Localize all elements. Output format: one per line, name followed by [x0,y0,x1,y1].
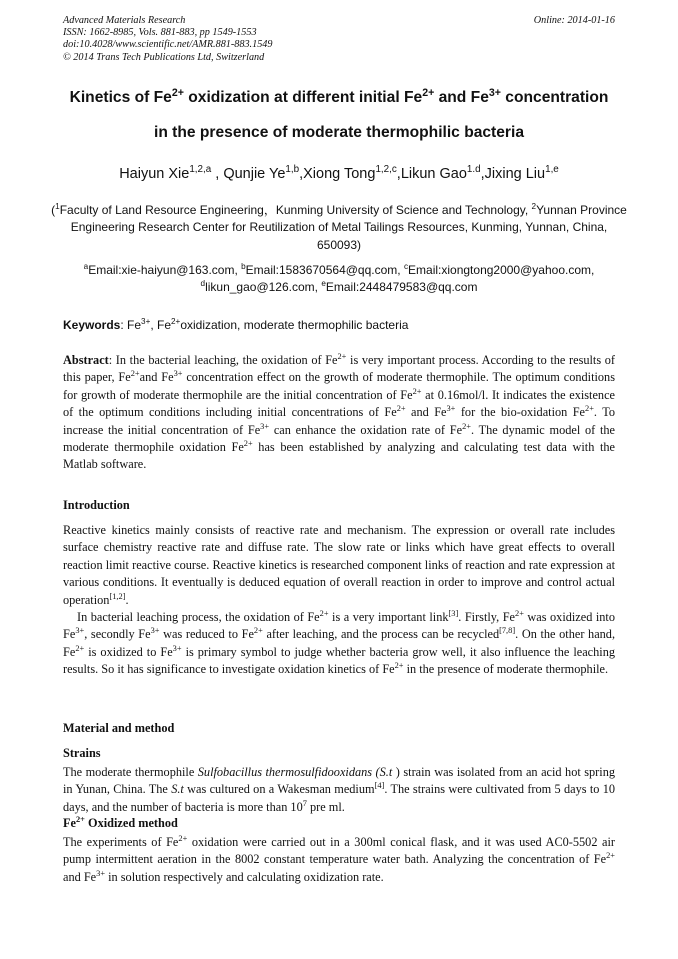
affiliations: ($^1$Faculty of Land Resource Engineering，Kunming University of Science and Technology, $^2$Yunnan Province Engineering Research Center for Reutilization of Metal Tailings Resources, Kunming, Yunnan, China, 650093) [51,202,627,252]
oxidized-method-heading: $Fe^{2+}$ Oxidized method [63,814,178,830]
introduction-heading: Introduction [63,498,130,512]
author-name: Qunjie Ye [223,166,286,182]
online-date: Online: 2014-01-16 [533,15,615,26]
journal-doi: doi:10.4028/www.scientific.net/AMR.881-883.1549 [63,39,273,51]
journal-copyright: © 2014 Trans Tech Publications Ltd, Switzerland [63,51,265,63]
author-name: Xiong Tong [303,166,376,182]
paper-title-line-1: Kinetics of $Fe^{2+}$ oxidization at different initial $Fe^{2+}$ and $Fe^{3+}$ concentration [69,86,609,106]
introduction-paragraph: In bacterial leaching process, the oxidation of $Fe^{2+}$ is a very important link[3]. Firstly, $Fe^{2+}$ was oxidized into $Fe^{3+}$, secondly $Fe^{3+}$ was reduced to $Fe^{2+}$ after leaching, and the process can be recycled[7,8]. On the other hand, $Fe^{2+}$ is oxidized to $Fe^{3+}$ is primary symbol to judge whether bacteria grow well, it also influence the leaching results. So it has significance to investigate oxidation kinetics of $Fe^{2+}$ in the presence of moderate thermophile. [63,608,616,677]
keywords-label: Keywords [63,318,121,332]
author-name: Haiyun Xie [119,166,190,182]
oxidized-method-paragraph: The experiments of $Fe^{2+}$ oxidation were carried out in a 300ml conical flask, and it was used AC0-5502 air pump intermittent aeration in the 8002 constant temperature water bath. Analyzing the concentration of $Fe^{2+}$ and $Fe^{3+}$ in solution respectively and calculating oxidization rate. [63,833,615,884]
introduction-paragraph: Reactive kinetics mainly consists of reactive rate and mechanism. The expression or overall rate includes surface chemistry reactive rate and diffuse rate. The slow rate or links which have great effects to overall reaction limit reactive course. Reactive kinetics is researched component links of reaction and rate expression at various conditions. It eventually is deduced equation of overall reaction in order to improve and control actual operation[1,2]. [63,523,615,607]
strains-heading: Strains [63,746,101,760]
journal-name: Advanced Materials Research [63,15,186,26]
author-emails: $^a$Email:xie-haiyun@163.com, $^b$Email:1583670564@qq.com, $^c$Email:xiongtong2000@yahoo.com, $^d$likun_gao@126.com, $^e$Email:2448479583@qq.com [83,262,595,295]
paper-title-line-2: in the presence of moderate thermophilic bacteria [153,124,525,141]
author-list: Haiyun Xie$^{1,2,a}$ , Qunjie Ye$^{1,b}$,Xiong Tong$^{1,2,c}$,Likun Gao$^{1.d}$,Jixing Liu$^{1,e}$ [119,164,559,182]
abstract-label: Abstract [63,353,109,367]
abstract: Abstract: In the bacterial leaching, the oxidation of $Fe^{2+}$ is very important process. According to the results of this paper, $Fe^{2+}and$ $Fe^{3+}$ concentration effect on the growth of moderate thermophile. The optimum conditions for growth of moderate thermophile are the initial concentration of $Fe^{2+}$ at 0.16mol/l. It indicates the existence of the optimum conditions including initial concentrations of $Fe^{2+}$ and $Fe^{3+}$ for the bio-oxidation $Fe^{2+}$. To increase the initial concentration of $Fe^{3+}$ can enhance the oxidation rate of $Fe^{2+}$. The dynamic model of the moderate thermophile oxidation $Fe^{2+}$ has been established by analyzing and calculating test data with the Matlab software. [63,351,615,472]
methods-heading: Material and method [63,721,175,735]
author-name: Jixing Liu [484,166,546,182]
journal-header [63,15,615,64]
journal-issn: ISSN: 1662-8985, Vols. 881-883, pp 1549-1553 [63,27,257,39]
strains-paragraph: The moderate thermophile Sulfobacillus thermosulfidooxidans (S.t ) strain was isolated from an acid hot spring in Yunan, China. The S.t was cultured on a Wakesman medium[4]. The strains were cultivated from 5 days to 10 days, and the number of bacteria is more than $10^7$ pre ml. [63,765,616,814]
author-name: Likun Gao [400,166,467,182]
keywords: Keywords: $Fe^{3+}$, $Fe^{2+}oxidization$, moderate thermophilic bacteria [63,317,409,332]
